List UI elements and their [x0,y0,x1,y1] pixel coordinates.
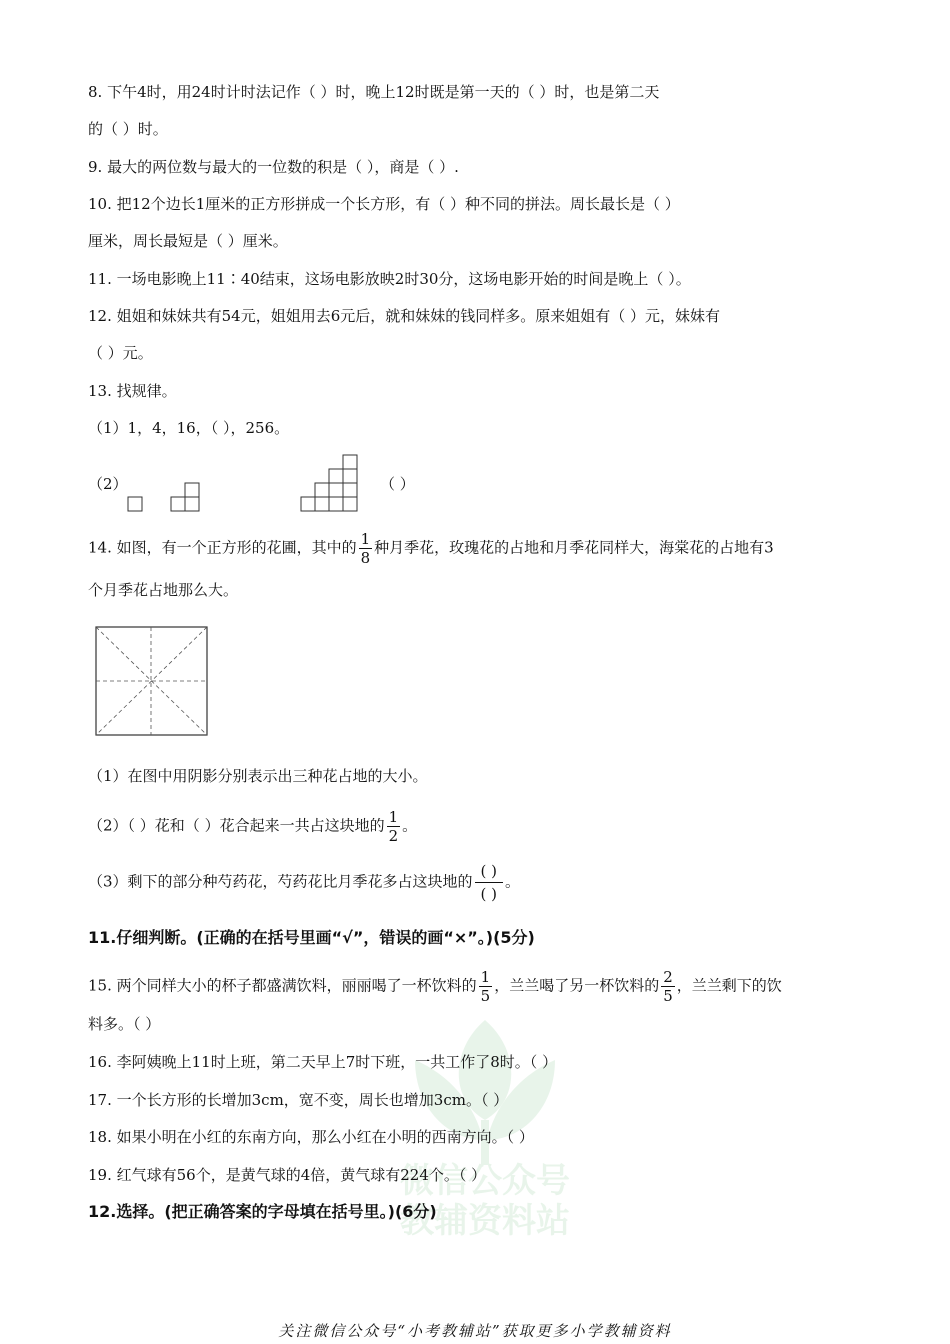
q15-line1-mid: ，兰兰喝了另一杯饮料的 [494,976,660,995]
q14-sub2-post: 。 [402,816,418,835]
q8-line1: 8. 下午4时，用24时计时法记作（ ）时，晚上12时既是第一天的（ ）时，也是第二天 [88,83,660,101]
section-11-heading: 11.仔细判断。(正确的在括号里画“√”，错误的画“×”。)(5分) [88,928,535,947]
q13-square-pattern [125,452,365,512]
watermark-line1: 微信公众号 [400,1161,570,1201]
q14-sub3-pre: （3）剩下的部分种芍药花，芍药花比月季花多占这块地的 [88,872,473,891]
q14-line1 [88,530,774,567]
q15-line1 [88,968,782,1005]
q12-line1: 12. 姐姐和妹妹共有54元，姐姐用去6元后，就和妹妹的钱同样多。原来姐姐有（ ）元，妹妹有 [88,307,721,325]
q14-sub1: （1）在图中用阴影分别表示出三种花占地的大小。 [88,767,428,785]
frac-denominator: 5 [480,987,491,1005]
q14-sub2-pre: （2）（ ）花和（ ）花合起来一共占这块地的 [88,816,385,835]
frac-numerator: 2 [663,968,673,986]
frac-numerator: 1 [388,808,399,826]
q15-line2: 料多。（ ） [88,1015,161,1033]
q13-part2-blank: （ ） [380,475,415,493]
q13-part1: （1）1，4，16，（ ），256。 [88,419,290,437]
q13-part2-label: （2） [88,475,128,493]
garden-square-figure [95,626,209,738]
q17-line: 17. 一个长方形的长增加3cm，宽不变，周长也增加3cm。（ ） [88,1091,509,1109]
q18-line: 18. 如果小明在小红的东南方向，那么小红在小明的西南方向。（ ） [88,1128,534,1146]
frac-numerator: 1 [360,530,371,548]
fraction-one-eighth [359,530,373,567]
q13-title: 13. 找规律。 [88,382,177,400]
q15-line1-pre: 15. 两个同样大小的杯子都盛满饮料，丽丽喝了一杯饮料的 [88,976,477,995]
frac-numerator: 1 [480,968,491,986]
q14-line1-pre: 14. 如图，有一个正方形的花圃，其中的 [88,538,357,557]
q8-line2: 的（ ）时。 [88,120,168,138]
q14-line1-post: 种月季花，玫瑰花的占地和月季花同样大，海棠花的占地有3 [374,538,774,557]
fraction-two-fifths [661,968,675,1005]
fraction-one-half [387,808,401,845]
q19-line: 19. 红气球有56个，是黄气球的4倍，黄气球有224个。（ ） [88,1166,487,1184]
q14-sub2 [88,808,417,845]
frac-denominator: 2 [388,827,399,845]
q10-line1: 10. 把12个边长1厘米的正方形拼成一个长方形，有（ ）种不同的拼法。周长最长是（ ） [88,195,680,213]
q16-line: 16. 李阿姨晚上11时上班，第二天早上7时下班，一共工作了8时。（ ） [88,1053,558,1071]
q10-line2: 厘米，周长最短是（ ）厘米。 [88,232,288,250]
fraction-blank [475,860,503,905]
q12-line2: （ ）元。 [88,344,153,362]
q14-sub3 [88,860,520,905]
section-12-heading: 12.选择。(把正确答案的字母填在括号里。)(6分) [88,1202,437,1221]
q9-line: 9. 最大的两位数与最大的一位数的积是（ ），商是（ ）. [88,158,459,176]
fraction-one-fifth [479,968,493,1005]
page-footer: 关注微信公众号“小考教辅站”获取更多小学教辅资料 [278,1322,672,1340]
q15-line1-post: ，兰兰剩下的饮 [676,976,782,995]
pattern-fig1-square [128,497,142,511]
pattern-fig2 [171,483,199,511]
frac-denominator: 5 [663,987,673,1005]
q14-line2: 个月季花占地那么大。 [88,581,239,599]
q11-line: 11. 一场电影晚上11∶40结束，这场电影放映2时30分，这场电影开始的时间是晚上（ ）。 [88,270,691,288]
frac-blank-numerator: ( ) [475,860,503,883]
pattern-fig3 [301,455,357,511]
frac-denominator: 8 [360,549,371,567]
watermark-line2: 教辅资料站 [400,1201,570,1240]
frac-blank-denominator: ( ) [480,885,498,903]
q14-sub3-post: 。 [505,872,521,891]
